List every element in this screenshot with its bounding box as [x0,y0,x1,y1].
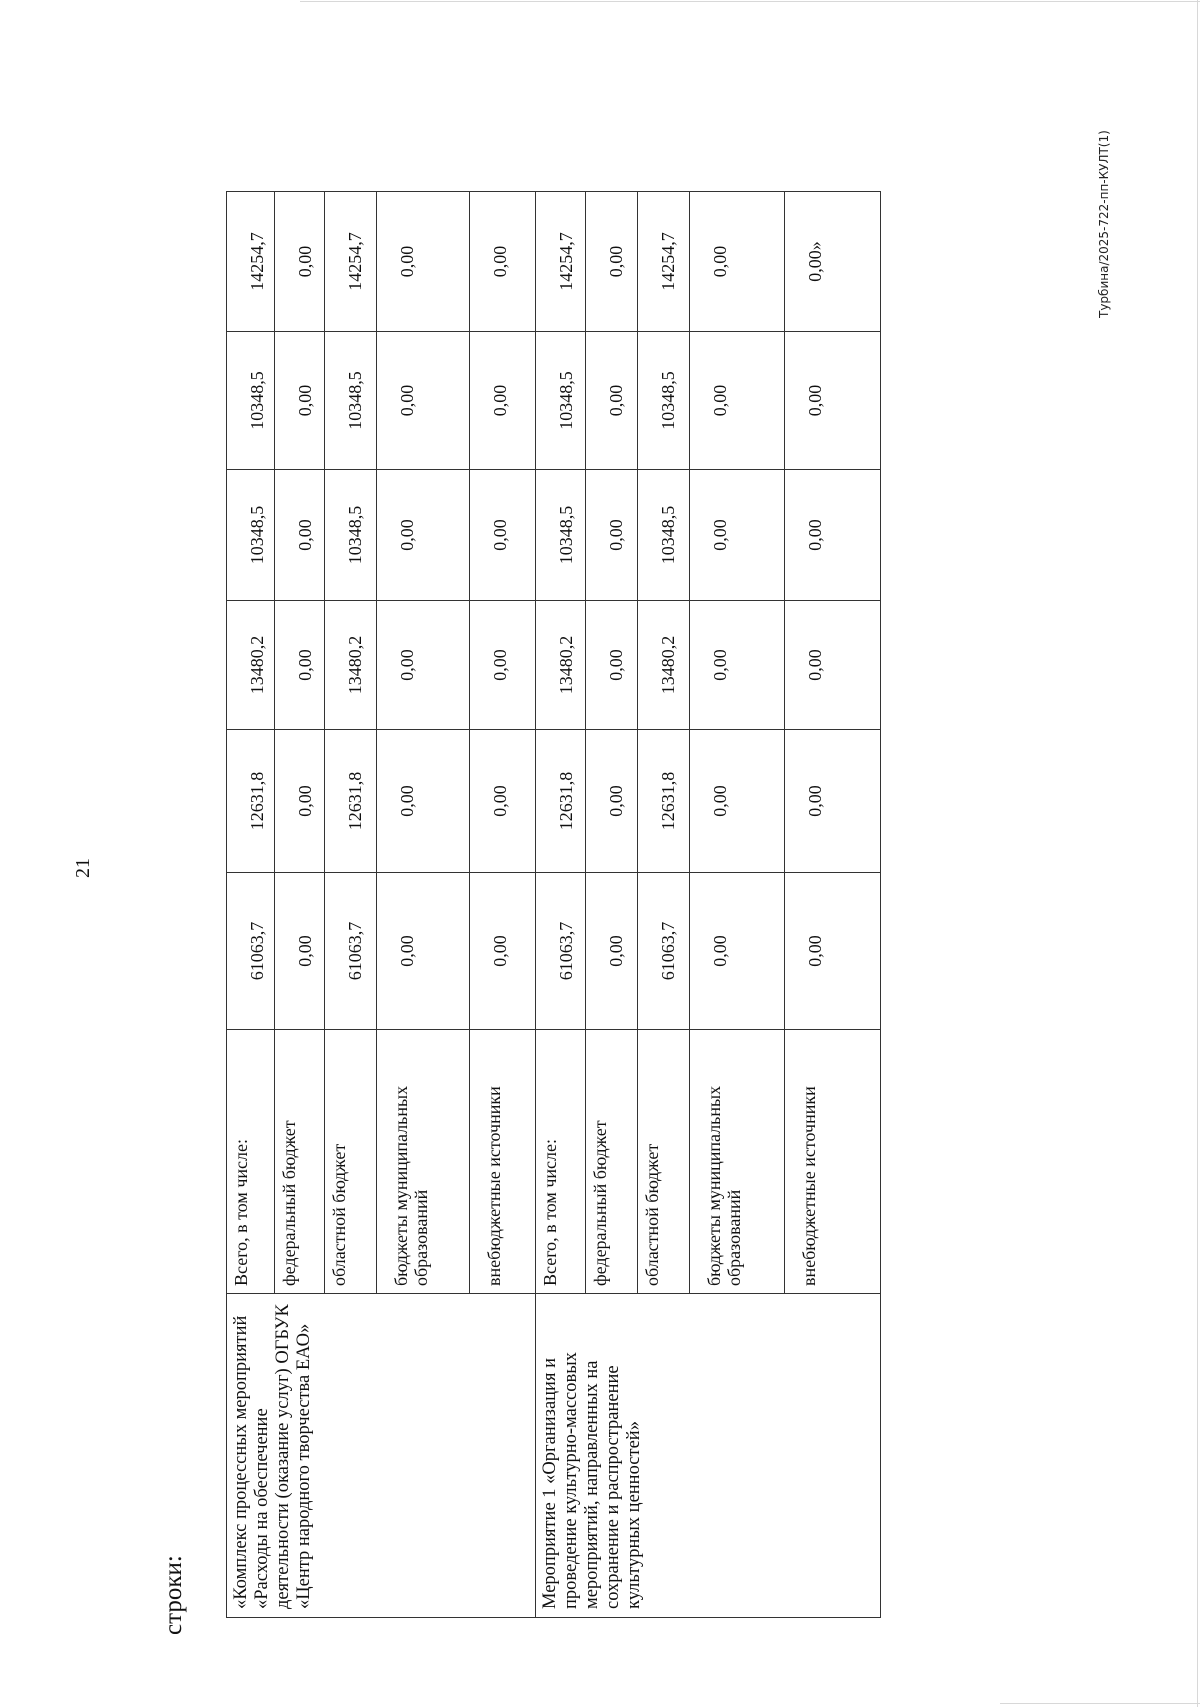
value-cell: 61063,7 [536,873,586,1030]
value-cell: 14254,7 [638,192,690,332]
value-cell: 0,00 [377,873,470,1030]
table-row [536,192,586,1618]
value-cell: 10348,5 [325,470,377,601]
value-cell: 0,00 [275,601,325,730]
value-cell: 0,00 [470,192,536,332]
value-cell: 0,00 [785,873,881,1030]
value-cell: 0,00 [586,192,638,332]
funding-source-cell: Всего, в том числе: [227,1030,275,1294]
value-cell: 10348,5 [638,470,690,601]
table-row [227,192,275,1618]
activity-title-cell: «Комплекс процессных мероприятий «Расходы на обеспечение деятельности (оказание услуг) ОГБУК «Центр народного творчества ЕАО» [227,1294,536,1618]
value-cell: 0,00 [470,332,536,470]
value-cell: 0,00 [586,601,638,730]
value-cell: 0,00 [275,873,325,1030]
value-cell: 0,00 [275,332,325,470]
value-cell: 61063,7 [227,873,275,1030]
funding-source-cell: бюджеты муниципальных образований [690,1030,785,1294]
funding-source-cell: внебюджетные источники [470,1030,536,1294]
value-cell: 12631,8 [325,730,377,873]
value-cell: 0,00 [377,470,470,601]
value-cell: 61063,7 [325,873,377,1030]
value-cell: 0,00 [586,730,638,873]
funding-table [226,191,881,1618]
value-cell: 61063,7 [638,873,690,1030]
value-cell: 10348,5 [536,470,586,601]
value-cell: 0,00 [377,601,470,730]
value-cell: 0,00 [690,192,785,332]
value-cell: 0,00 [690,730,785,873]
value-cell: 0,00 [785,730,881,873]
value-cell: 10348,5 [638,332,690,470]
value-cell: 13480,2 [325,601,377,730]
value-cell: 12631,8 [227,730,275,873]
value-cell: 10348,5 [227,470,275,601]
funding-source-cell: федеральный бюджет [586,1030,638,1294]
value-cell: 10348,5 [325,332,377,470]
value-cell: 0,00 [586,332,638,470]
value-cell: 14254,7 [227,192,275,332]
value-cell: 13480,2 [227,601,275,730]
value-cell: 0,00 [275,192,325,332]
value-cell: 0,00 [470,470,536,601]
value-cell: 10348,5 [227,332,275,470]
funding-source-cell: бюджеты муниципальных образований [377,1030,470,1294]
value-cell: 0,00 [690,470,785,601]
activity-title-cell: Мероприятие 1 «Организация и проведение культурно-массовых мероприятий, направленных на сохранение и распространение культурных ценностей» [536,1294,881,1618]
value-cell: 13480,2 [638,601,690,730]
value-cell: 0,00 [690,332,785,470]
value-cell: 0,00 [785,601,881,730]
value-cell: 14254,7 [325,192,377,332]
funding-source-cell: областной бюджет [325,1030,377,1294]
value-cell: 0,00 [785,470,881,601]
value-cell: 0,00 [275,730,325,873]
funding-source-cell: внебюджетные источники [785,1030,881,1294]
funding-source-cell: областной бюджет [638,1030,690,1294]
value-cell: 0,00 [275,470,325,601]
value-cell: 14254,7 [536,192,586,332]
value-cell: 10348,5 [536,332,586,470]
lead-word: строки: [160,1555,187,1635]
value-cell: 12631,8 [638,730,690,873]
value-cell: 0,00 [377,332,470,470]
value-cell: 0,00 [377,192,470,332]
value-cell: 0,00 [470,873,536,1030]
value-cell: 0,00 [785,332,881,470]
document-code: Турбина/2025-722-пп-КУЛТ(1) [1097,130,1111,318]
value-cell: 0,00 [586,873,638,1030]
value-cell: 0,00 [690,601,785,730]
value-cell: 12631,8 [536,730,586,873]
value-cell: 0,00 [470,601,536,730]
value-cell: 0,00 [586,470,638,601]
value-cell: 13480,2 [536,601,586,730]
page-number: 21 [72,858,94,878]
value-cell: 0,00 [690,873,785,1030]
value-cell: 0,00 [377,730,470,873]
funding-source-cell: Всего, в том числе: [536,1030,586,1294]
value-cell: 0,00» [785,192,881,332]
value-cell: 0,00 [470,730,536,873]
funding-source-cell: федеральный бюджет [275,1030,325,1294]
